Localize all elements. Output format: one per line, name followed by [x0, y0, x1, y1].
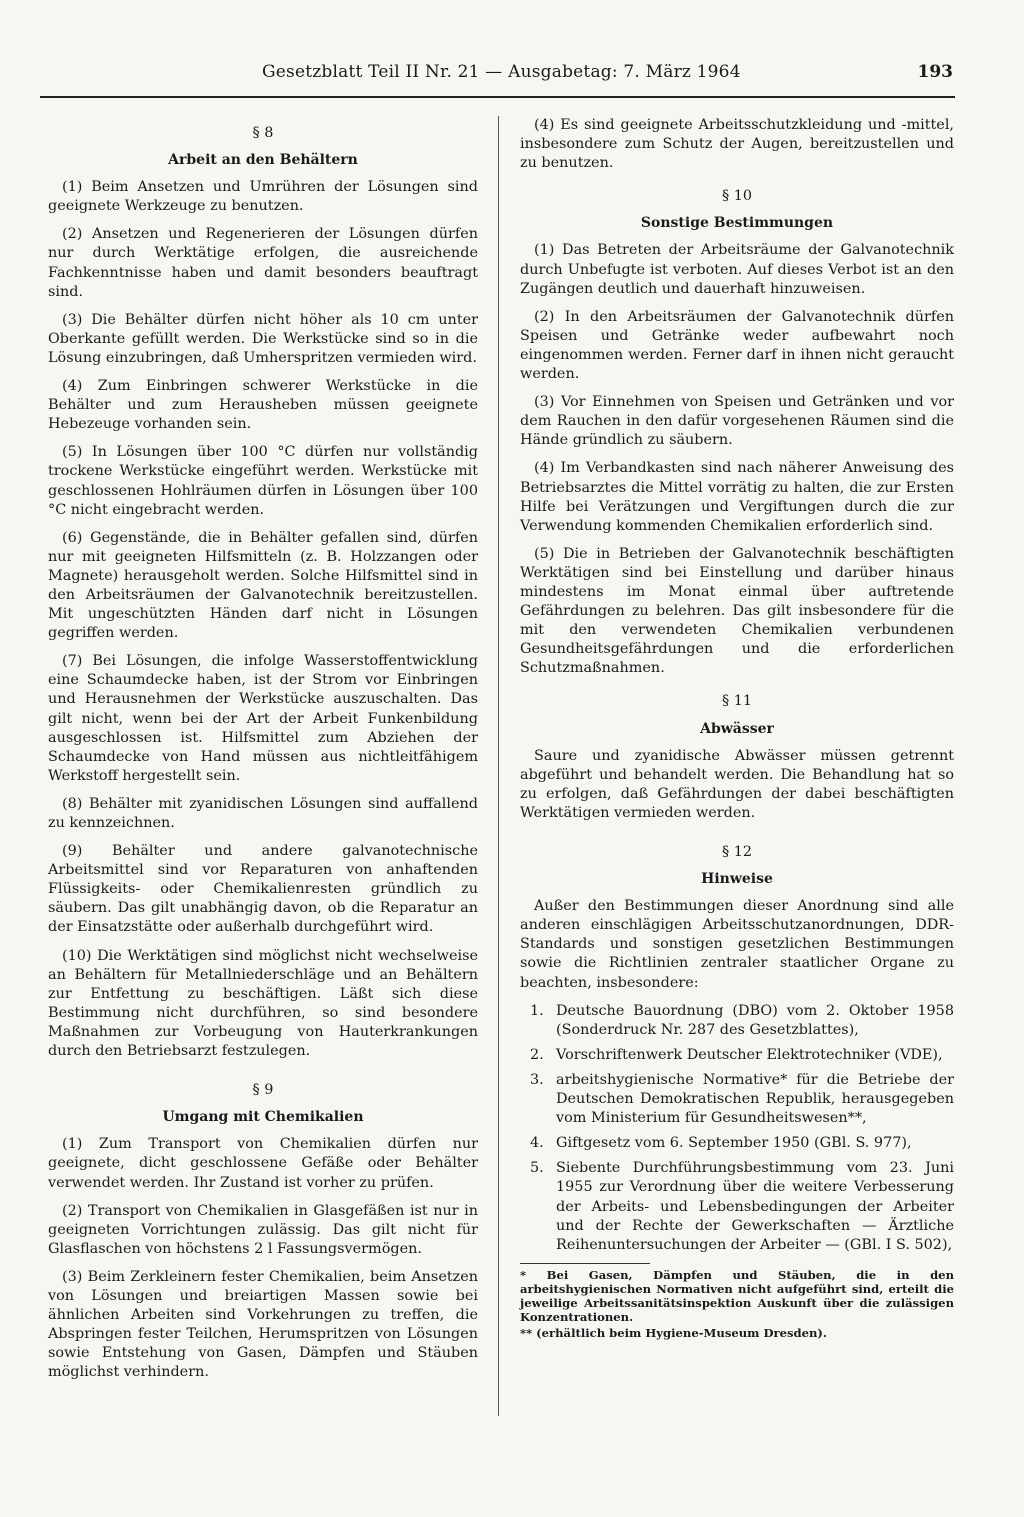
footnote: * Bei Gasen, Dämpfen und Stäuben, die in den arbeitshygienischen Normativen nicht aufgeführt sind, erteilt die jeweilige Arbeitssanitätsinspektion Auskunft über die zulässigen Konzentrationen.	[520, 1267, 954, 1324]
section-number: § 10	[721, 188, 753, 205]
left-column	[48, 116, 478, 1391]
section-number: § 9	[252, 1082, 274, 1099]
list-item	[520, 1046, 954, 1065]
paragraph: (1) Zum Transport von Chemikalien dürfen nur geeignete, dicht geschlossene Gefäße oder Behälter verwendet werden. Ihr Zustand ist vorher zu prüfen.	[48, 1136, 478, 1191]
reference-list	[520, 1002, 954, 1255]
paragraph: (3) Beim Zerkleinern fester Chemikalien, beim Ansetzen von Lösungen und breiartigen Massen sowie bei ähnlichen Arbeiten sind Vorkehrungen zu treffen, die Abspringen fester Teilchen, Herumspritzen von Lösungen sowie Entstehung von Gasen, Dämpfen und Stäuben möglichst verhindern.	[48, 1268, 478, 1381]
paragraph: (4) Es sind geeignete Arbeitsschutzkleidung und -mittel, insbesondere zum Schutz der Augen, bereitzustellen und zu benutzen.	[520, 117, 954, 172]
list-item-text: Giftgesetz vom 6. September 1950 (GBl. S. 977),	[556, 1135, 912, 1152]
list-item	[520, 1002, 954, 1040]
section-title: Arbeit an den Behältern	[168, 152, 358, 169]
page-header	[40, 60, 955, 98]
section-number: § 8	[252, 125, 274, 141]
list-item-number: 1.	[530, 1002, 544, 1019]
paragraph: (7) Bei Lösungen, die infolge Wasserstoffentwicklung eine Schaumdecke haben, ist der Strom vor Einbringen und Herausnehmen der Werkstücke auszuschalten. Das gilt nicht, wenn bei der Art der Arbeit Funkenbildung ausgeschlossen ist. Hilfsmittel zum Abziehen der Schaumdecke von Hand müssen aus nichtleitfähigem Werkstoff hergestellt sein.	[48, 653, 478, 784]
section-title: Abwässer	[700, 720, 774, 737]
paragraph: (5) Die in Betrieben der Galvanotechnik beschäftigten Werktätigen sind bei Einstellung und darüber hinaus mindestens im Monat einmal über auftretende Gefährdungen zu belehren. Das gilt insbesondere für die mit den verwendeten Chemikalien verbundenen Gesundheitsgefährdungen und die erforderlichen Schutzmaßnahmen.	[520, 545, 954, 677]
footnote: ** (erhältlich beim Hygiene-Museum Dresden).	[520, 1325, 827, 1340]
paragraph: (1) Das Betreten der Arbeitsräume der Galvanotechnik durch Unbefugte ist verboten. Auf dieses Verbot ist an den Zugängen deutlich und dauerhaft hinzuweisen.	[520, 242, 954, 297]
list-item-text: Siebente Durchführungsbestimmung vom 23. Juni 1955 zur Verordnung über die weitere Verbesserung der Arbeits- und Lebensbedingungen der Arbeiter und der Rechte der Gewerkschaften — Ärztliche Reihenuntersuchungen der Arbeiter — (GBl. I S. 502),	[556, 1160, 954, 1253]
paragraph: Außer den Bestimmungen dieser Anordnung sind alle anderen einschlägigen Arbeitsschutzanordnungen, DDR-Standards und sonstigen gesetzlichen Bestimmungen sowie die Richtlinien zentraler staatlicher Organe zu beachten, insbesondere:	[520, 898, 954, 991]
section-number: § 12	[721, 844, 753, 860]
section-title: Hinweise	[701, 871, 773, 888]
paragraph: (2) In den Arbeitsräumen der Galvanotechnik dürfen Speisen und Getränke weder aufbewahrt noch eingenommen werden. Ferner darf in ihnen nicht geraucht werden.	[520, 308, 954, 383]
paragraph: (3) Die Behälter dürfen nicht höher als 10 cm unter Oberkante gefüllt werden. Die Werkstücke sind so in die Lösung einzubringen, daß Umherspritzen vermieden wird.	[48, 311, 478, 366]
paragraph: (5) In Lösungen über 100 °C dürfen nur vollständig trockene Werkstücke eingeführt werden. Werkstücke mit geschlossenen Hohlräumen dürfen in Lösungen über 100 °C nicht eingebracht werden.	[48, 444, 478, 518]
paragraph: (6) Gegenstände, die in Behälter gefallen sind, dürfen nur mit geeigneten Hilfsmitteln (z. B. Holzzangen oder Magnete) herausgeholt werden. Solche Hilfsmittel sind in den Arbeitsräumen der Galvanotechnik bereitzustellen. Mit ungeschützten Händen darf nicht in Lösungen gegriffen werden.	[48, 529, 478, 642]
list-item-text: Deutsche Bauordnung (DBO) vom 2. Oktober 1958 (Sonderdruck Nr. 287 des Gesetzblattes),	[556, 1002, 954, 1038]
paragraph: (4) Im Verbandkasten sind nach näherer Anweisung des Betriebsarztes die Mittel vorrätig zu halten, die zur Ersten Hilfe bei Verätzungen und Vergiftungen durch die zur Verwendung kommenden Chemikalien erforderlich sind.	[520, 460, 954, 534]
list-item-number: 3.	[530, 1071, 544, 1088]
footnote-separator	[520, 1263, 650, 1264]
section-number: § 11	[721, 693, 753, 710]
paragraph: (3) Vor Einnehmen von Speisen und Getränken und vor dem Rauchen in den dafür vorgesehenen Räumen sind die Hände gründlich zu säubern.	[520, 394, 954, 449]
column-divider	[498, 116, 499, 1416]
paragraph: Saure und zyanidische Abwässer müssen getrennt abgeführt und behandelt werden. Die Behandlung hat so zu erfolgen, daß Gefährdungen der dabei beschäftigten Werktätigen vermieden werden.	[520, 747, 954, 821]
right-column	[520, 116, 954, 1342]
paragraph: (2) Transport von Chemikalien in Glasgefäßen ist nur in geeigneten Vorrichtungen zulässig. Das gilt nicht für Glasflaschen von höchstens 2 l Fassungsvermögen.	[48, 1202, 478, 1257]
paragraph: (4) Zum Einbringen schwerer Werkstücke in die Behälter und zum Herausheben müssen geeignete Hebezeuge vorhanden sein.	[48, 378, 478, 433]
section-title: Sonstige Bestimmungen	[640, 215, 834, 232]
list-item	[520, 1071, 954, 1128]
paragraph: (9) Behälter und andere galvanotechnische Arbeitsmittel sind vor Reparaturen von anhaftenden Flüssigkeits- oder Chemikalienresten gründlich zu säubern. Das gilt unabhängig davon, ob die Reparatur an der Einsatzstätte oder außerhalb durchgeführt wird.	[48, 843, 478, 936]
list-item-text: Vorschriftenwerk Deutscher Elektrotechniker (VDE),	[556, 1046, 943, 1063]
list-item-number: 2.	[530, 1046, 544, 1063]
header-title: Gesetzblatt Teil II Nr. 21 — Ausgabetag: 7. März 1964	[262, 62, 741, 82]
page-number: 193	[917, 62, 953, 82]
list-item	[520, 1159, 954, 1254]
list-item-number: 4.	[530, 1135, 544, 1152]
paragraph: (1) Beim Ansetzen und Umrühren der Lösungen sind geeignete Werkzeuge zu benutzen.	[48, 179, 478, 215]
list-item-text: arbeitshygienische Normative* für die Betriebe der Deutschen Demokratischen Republik, herausgegeben vom Ministerium für Gesundheitswesen**,	[556, 1071, 954, 1127]
list-item-number: 5.	[530, 1160, 544, 1177]
paragraph: (10) Die Werktätigen sind möglichst nicht wechselweise an Behältern für Metallniederschläge und an Behältern zur Entfettung zu beschäftigen. Läßt sich diese Bestimmung nicht durchführen, so sind besondere Maßnahmen zur Vorbeugung von Hauterkrankungen durch den Betriebsarzt festzulegen.	[48, 947, 478, 1060]
section-title: Umgang mit Chemikalien	[162, 1109, 364, 1126]
paragraph: (2) Ansetzen und Regenerieren der Lösungen dürfen nur durch Werktätige erfolgen, die ausreichende Fachkenntnisse haben und damit besonders beauftragt sind.	[48, 226, 478, 300]
paragraph: (8) Behälter mit zyanidischen Lösungen sind auffallend zu kennzeichnen.	[48, 795, 478, 831]
list-item	[520, 1134, 954, 1153]
